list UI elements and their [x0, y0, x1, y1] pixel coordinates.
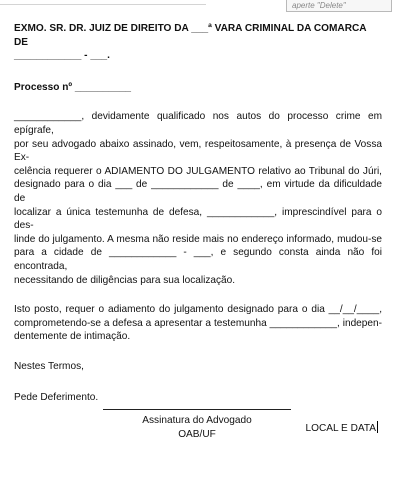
- paragraph-line: ____________, devidamente qualificado nos autos do processo crime em epígrafe,: [14, 111, 382, 136]
- heading-line-2: ____________ - ___.: [14, 50, 110, 62]
- paragraph-line: localizar a única testemunha de defesa, ____________, imprescindível para o des-: [14, 206, 382, 232]
- text-cursor: [377, 421, 378, 433]
- place-date-text: LOCAL E DATA: [305, 423, 376, 435]
- paragraph-line: por seu advogado abaixo assinado, vem, respeitosamente, à presença de Vossa Ex-: [14, 138, 382, 164]
- top-rule: [0, 4, 206, 5]
- heading-line-1: EXMO. SR. DR. JUIZ DE DIREITO DA ___ª VARA CRIMINAL DA COMARCA DE: [14, 23, 367, 48]
- signature-block: [100, 414, 294, 441]
- request-paragraph: [14, 110, 382, 287]
- paragraph-line: designado para o dia ___ de ____________ de ____, em virtude da dificuldade de: [14, 179, 382, 204]
- delete-tooltip: aperte "Delete": [286, 0, 392, 12]
- closing-text: Nestes Termos,: [14, 360, 84, 372]
- paragraph-line: para a cidade de ____________ - ___, e segundo consta ainda não foi encontrada,: [14, 247, 382, 272]
- paragraph-line: comprometendo-se a defesa a apresentar a testemunha ____________, indepen-: [14, 317, 382, 329]
- paragraph-line: dentemente de intimação.: [14, 331, 131, 343]
- petition-document[interactable]: [14, 22, 382, 436]
- court-heading: [14, 22, 382, 63]
- signature-registration: OAB/UF: [178, 428, 216, 440]
- paragraph-line: linde do julgamento. A mesma não reside mais no endereço informado, mudou-se: [14, 233, 382, 245]
- conclusion-paragraph: [14, 303, 382, 344]
- process-number: Processo nº __________: [14, 81, 132, 93]
- paragraph-line: necessitando de diligências para sua localização.: [14, 274, 236, 286]
- paragraph-line: Isto posto, requer o adiamento do julgamento designado para o dia __/__/____,: [14, 304, 382, 316]
- request-text: Pede Deferimento.: [14, 392, 99, 404]
- signature-name: Assinatura do Advogado: [142, 415, 252, 426]
- signature-line: [103, 409, 291, 410]
- paragraph-line: celência requerer o ADIAMENTO DO JULGAMENTO relativo ao Tribunal do Júri,: [14, 165, 382, 177]
